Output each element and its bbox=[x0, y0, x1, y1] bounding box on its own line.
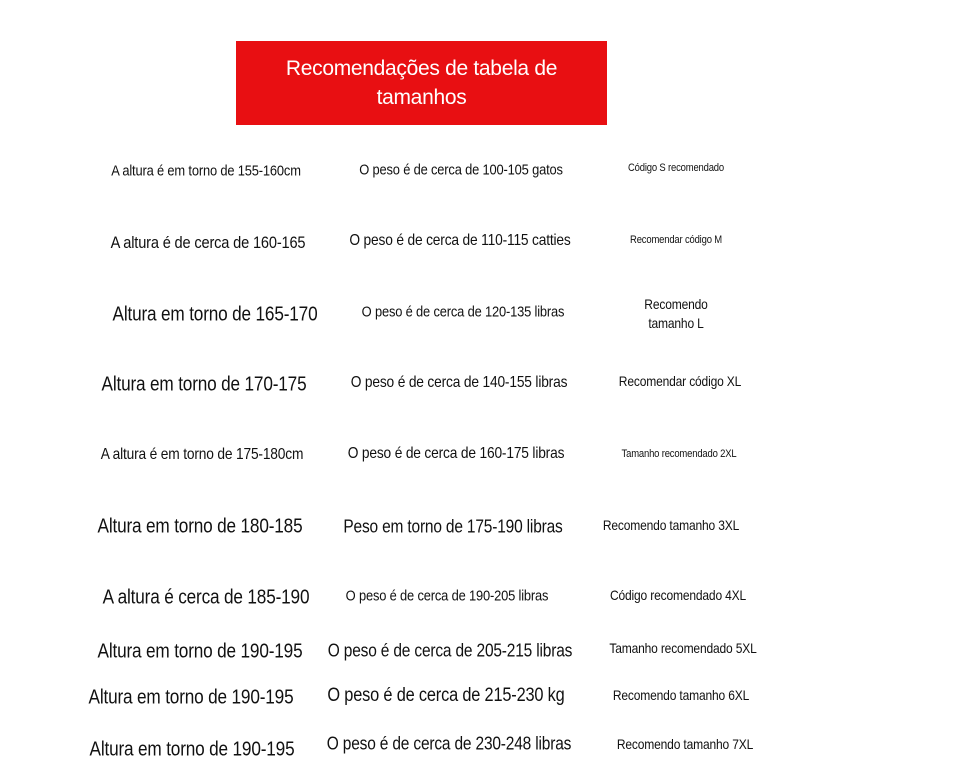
row-10-weight: O peso é de cerca de 230-248 libras bbox=[326, 733, 572, 754]
row-7-weight: O peso é de cerca de 190-205 libras bbox=[345, 587, 549, 605]
row-3-size: Recomendo tamanho L bbox=[644, 296, 708, 331]
title-banner bbox=[236, 41, 607, 125]
row-7-size: Código recomendado 4XL bbox=[609, 587, 747, 603]
row-7-height: A altura é cerca de 185-190 bbox=[102, 586, 310, 609]
row-10-size: Recomendo tamanho 7XL bbox=[616, 736, 754, 752]
row-4-size: Recomendar código XL bbox=[618, 373, 742, 389]
row-9-height: Altura em torno de 190-195 bbox=[88, 686, 294, 709]
row-9-size: Recomendo tamanho 6XL bbox=[612, 687, 750, 703]
row-5-size: Tamanho recomendado 2XL bbox=[621, 448, 737, 460]
row-8-weight: O peso é de cerca de 205-215 libras bbox=[327, 640, 573, 661]
row-6-height: Altura em torno de 180-185 bbox=[97, 515, 303, 538]
row-8-size: Tamanho recomendado 5XL bbox=[609, 640, 757, 656]
row-2-size: Recomendar código M bbox=[630, 234, 722, 246]
row-6-size: Recomendo tamanho 3XL bbox=[602, 517, 740, 533]
row-9-weight: O peso é de cerca de 215-230 kg bbox=[327, 685, 565, 706]
row-1-size: Código S recomendado bbox=[628, 162, 724, 174]
row-5-weight: O peso é de cerca de 160-175 libras bbox=[347, 445, 565, 462]
row-10-height: Altura em torno de 190-195 bbox=[89, 738, 295, 761]
row-8-height: Altura em torno de 190-195 bbox=[97, 640, 303, 663]
row-4-weight: O peso é de cerca de 140-155 libras bbox=[350, 374, 568, 391]
row-6-weight: Peso em torno de 175-190 libras bbox=[343, 516, 563, 537]
row-1-height: A altura é em torno de 155-160cm bbox=[111, 162, 301, 180]
row-3-weight: O peso é de cerca de 120-135 libras bbox=[361, 303, 565, 321]
row-3-height: Altura em torno de 165-170 bbox=[112, 303, 318, 326]
row-2-weight: O peso é de cerca de 110-115 catties bbox=[349, 232, 571, 249]
row-4-height: Altura em torno de 170-175 bbox=[101, 373, 307, 396]
page-title: Recomendações de tabela de tamanhos bbox=[285, 57, 558, 109]
row-5-height: A altura é em torno de 175-180cm bbox=[100, 446, 304, 463]
row-2-height: A altura é de cerca de 160-165 bbox=[110, 233, 306, 252]
row-1-weight: O peso é de cerca de 100-105 gatos bbox=[359, 161, 563, 179]
